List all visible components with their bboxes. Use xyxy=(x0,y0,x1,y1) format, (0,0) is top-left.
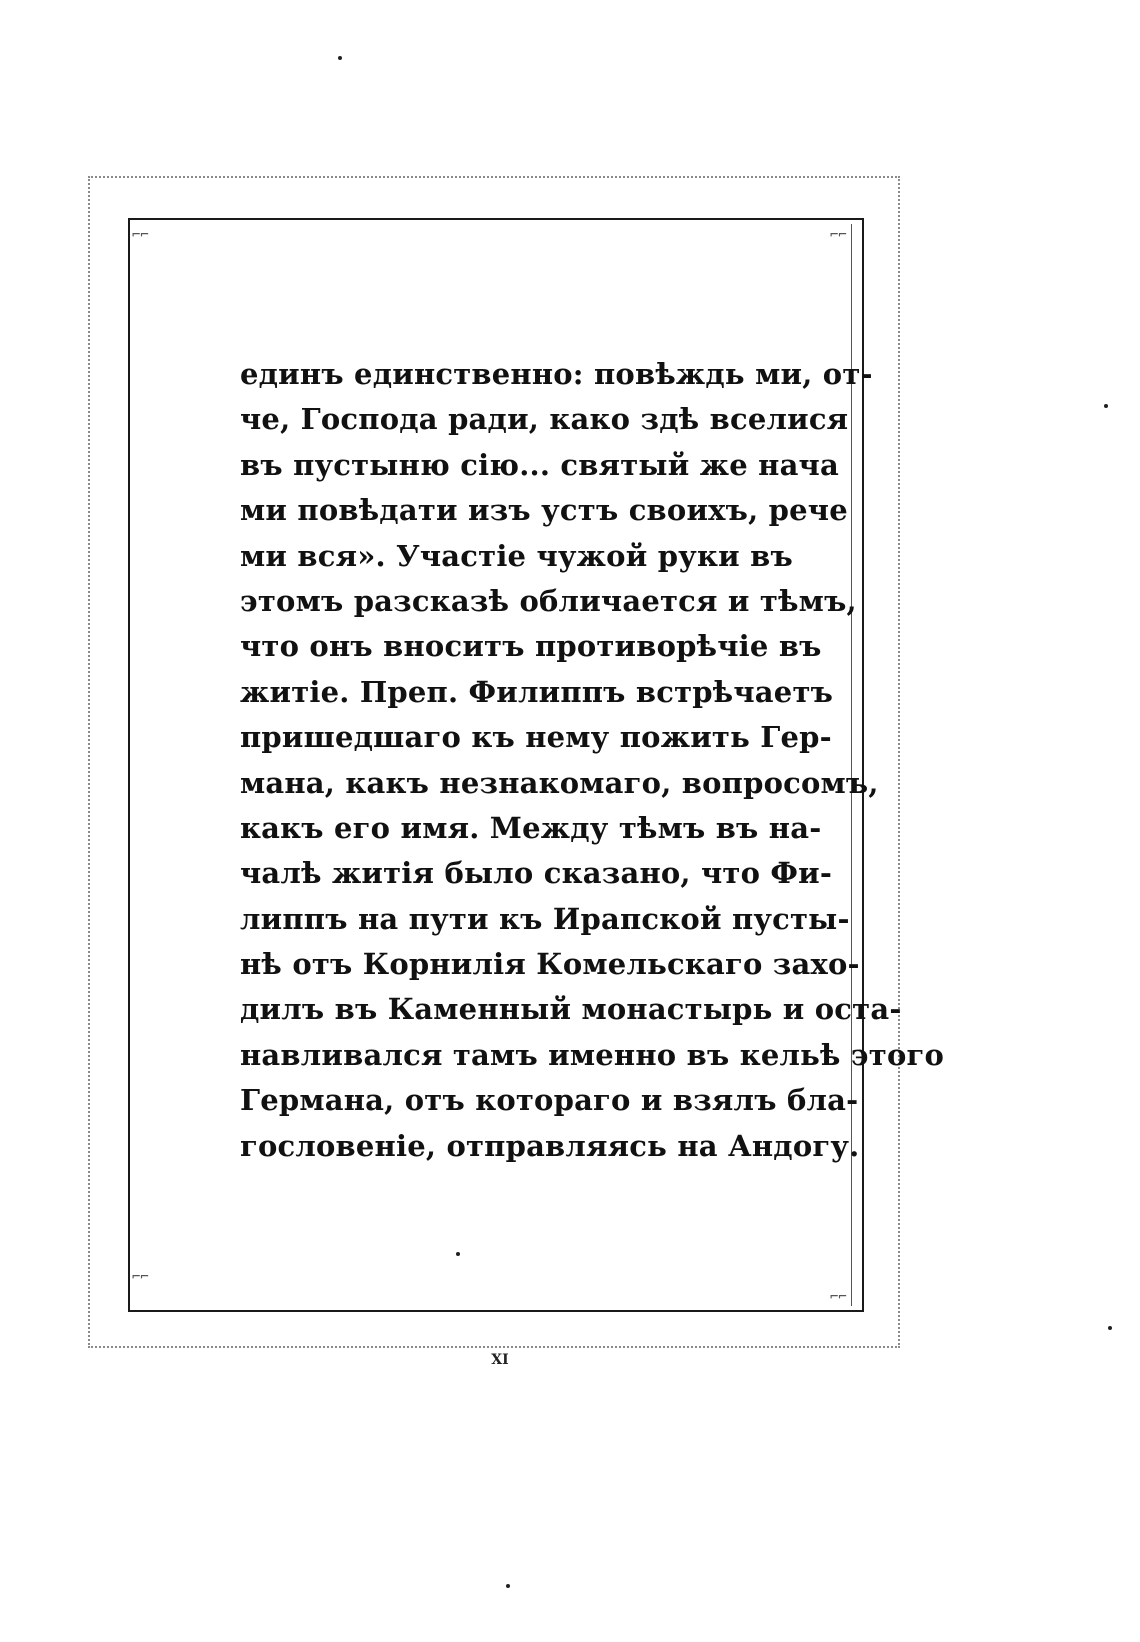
text-line: мана, какъ незнакомаго, вопросомъ, xyxy=(240,765,879,800)
text-line: что онъ вноситъ противорѣчіе въ xyxy=(240,629,822,664)
text-line: ми вся». Участіе чужой руки въ xyxy=(240,538,793,573)
text-line: пришедшаго къ нему пожить Гер- xyxy=(240,720,832,755)
body-text xyxy=(240,352,945,1169)
page-number: XI xyxy=(491,1352,509,1368)
text-line: дилъ въ Каменный монастырь и оста- xyxy=(240,992,902,1027)
corner-mark-top-left: ⌐⌐ xyxy=(132,227,149,243)
ink-speck xyxy=(506,1584,510,1588)
ink-speck xyxy=(1108,1326,1112,1330)
text-line: этомъ разсказѣ обличается и тѣмъ, xyxy=(240,583,857,618)
corner-mark-bottom-right: ⌐⌐ xyxy=(830,1289,847,1305)
text-line: Германа, отъ котораго и взялъ бла- xyxy=(240,1083,859,1118)
ink-speck xyxy=(456,1252,460,1256)
text-line: навливался тамъ именно въ кельѣ этого xyxy=(240,1037,945,1072)
ink-speck xyxy=(338,56,342,60)
text-line: чалѣ житія было сказано, что Фи- xyxy=(240,856,833,891)
corner-mark-top-right: ⌐⌐ xyxy=(830,227,847,243)
text-line: липпъ на пути къ Ирапской пусты- xyxy=(240,901,850,936)
corner-mark-bottom-left: ⌐⌐ xyxy=(132,1269,149,1285)
text-line: какъ его имя. Между тѣмъ въ на- xyxy=(240,810,822,845)
text-line: нѣ отъ Корнилія Комельскаго захо- xyxy=(240,947,860,982)
text-line: житіе. Преп. Филиппъ встрѣчаетъ xyxy=(240,674,834,709)
text-line: че, Господа ради, како здѣ вселися xyxy=(240,402,849,437)
text-line: въ пустыню сію... святый же нача xyxy=(240,447,839,482)
text-line: гословеніе, отправляясь на Андогу. xyxy=(240,1128,860,1163)
text-line: ми повѣдати изъ устъ своихъ, рече xyxy=(240,493,848,528)
ink-speck xyxy=(1104,404,1108,408)
text-line: единъ единственно: повѣждь ми, от- xyxy=(240,357,873,391)
